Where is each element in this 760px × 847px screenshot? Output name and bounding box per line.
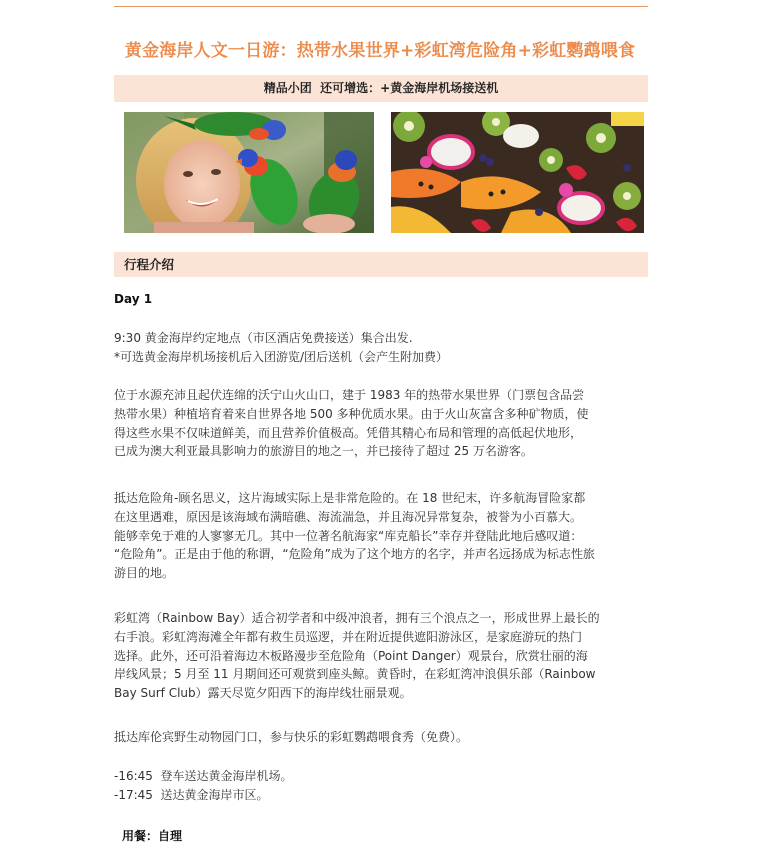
itinerary-section-heading <box>114 252 648 277</box>
paragraph-line: 得这些水果不仅味道鲜美，而且营养价值极高。凭借其精心布局和管理的高低起伏地形， <box>114 425 583 440</box>
paragraph-line: 游目的地。 <box>114 566 175 581</box>
closing-schedule <box>114 767 648 805</box>
subtitle-text: 精品小团 还可增选：+黄金海岸机场接送机 <box>263 81 499 95</box>
tropical-fruit-photo <box>391 112 644 233</box>
schedule-line: -16:45 登车送达黄金海岸机场。 <box>114 769 293 783</box>
meal-note: 用餐：自理 <box>122 829 183 843</box>
paragraph-line: 能够幸免于难的人寥寥无几。其中一位著名航海家“库克船长”幸存并登陆此地后感叹道： <box>114 528 583 543</box>
lorikeet-photo <box>124 112 374 233</box>
paragraph-line: 岸线风景；5 月至 11 月期间还可观赏到座头鲸。黄昏时，在彩虹湾冲浪俱乐部（Rainbow <box>114 667 596 682</box>
paragraph-line: 已成为澳大利亚最具影响力的旅游目的地之一，并已接待了超过 25 万名游客。 <box>114 444 533 459</box>
wildlife-park-paragraph: 抵达库伦宾野生动物园门口，参与快乐的彩虹鹦鹉喂食秀（免费）。 <box>114 730 469 744</box>
schedule-line: *可选黄金海岸机场接机后入团游览/团后送机（会产生附加费） <box>114 349 449 364</box>
day-label: Day 1 <box>114 292 153 306</box>
top-divider <box>114 6 648 7</box>
paragraph-line: Bay Surf Club）露天尽览夕阳西下的海岸线壮丽景观。 <box>114 686 412 701</box>
schedule-start <box>114 329 648 367</box>
paragraph-line: 在这里遇难，原因是该海域布满暗礁、海流湍急，并且海况异常复杂，被誉为小百慕大。 <box>114 509 583 524</box>
paragraph-line: 热带水果）种植培育着来自世界各地 500 多种优质水果。由于火山灰富含多种矿物质，使 <box>114 406 589 421</box>
paragraph-line: 彩虹湾（Rainbow Bay）适合初学者和中级冲浪者，拥有三个浪点之一，形成世界上最长的 <box>114 611 600 625</box>
paragraph-line: 选择。此外，还可沿着海边木板路漫步至危险角（Point Danger）观景台，欣赏壮丽的海 <box>114 648 588 663</box>
rainbow-bay-paragraph <box>114 609 648 703</box>
point-danger-paragraph <box>114 489 648 583</box>
schedule-line: -17:45 送达黄金海岸市区。 <box>114 787 269 802</box>
paragraph-line: “危险角”。正是由于他的称谓，“危险角”成为了这个地方的名字，并声名远扬成为标志性旅 <box>114 547 595 562</box>
schedule-line: 9:30 黄金海岸约定地点（市区酒店免费接送）集合出发. <box>114 331 413 345</box>
paragraph-line: 右手浪。彩虹湾海滩全年都有救生员巡逻，并在附近提供遮阳游泳区，是家庭游玩的热门 <box>114 629 583 644</box>
page-title: 黄金海岸人文一日游：热带水果世界+彩虹湾危险角+彩虹鹦鹉喂食 <box>124 41 636 61</box>
paragraph-line: 抵达危险角-顾名思义，这片海域实际上是非常危险的。在 18 世纪末，许多航海冒险家都 <box>114 491 586 505</box>
subtitle-band <box>114 75 648 102</box>
itinerary-heading-text: 行程介绍 <box>124 257 175 272</box>
paragraph-line: 位于水源充沛且起伏连绵的沃宁山火山口，建于 1983 年的热带水果世界（门票包含品尝 <box>114 388 585 402</box>
fruit-world-paragraph <box>114 386 648 461</box>
